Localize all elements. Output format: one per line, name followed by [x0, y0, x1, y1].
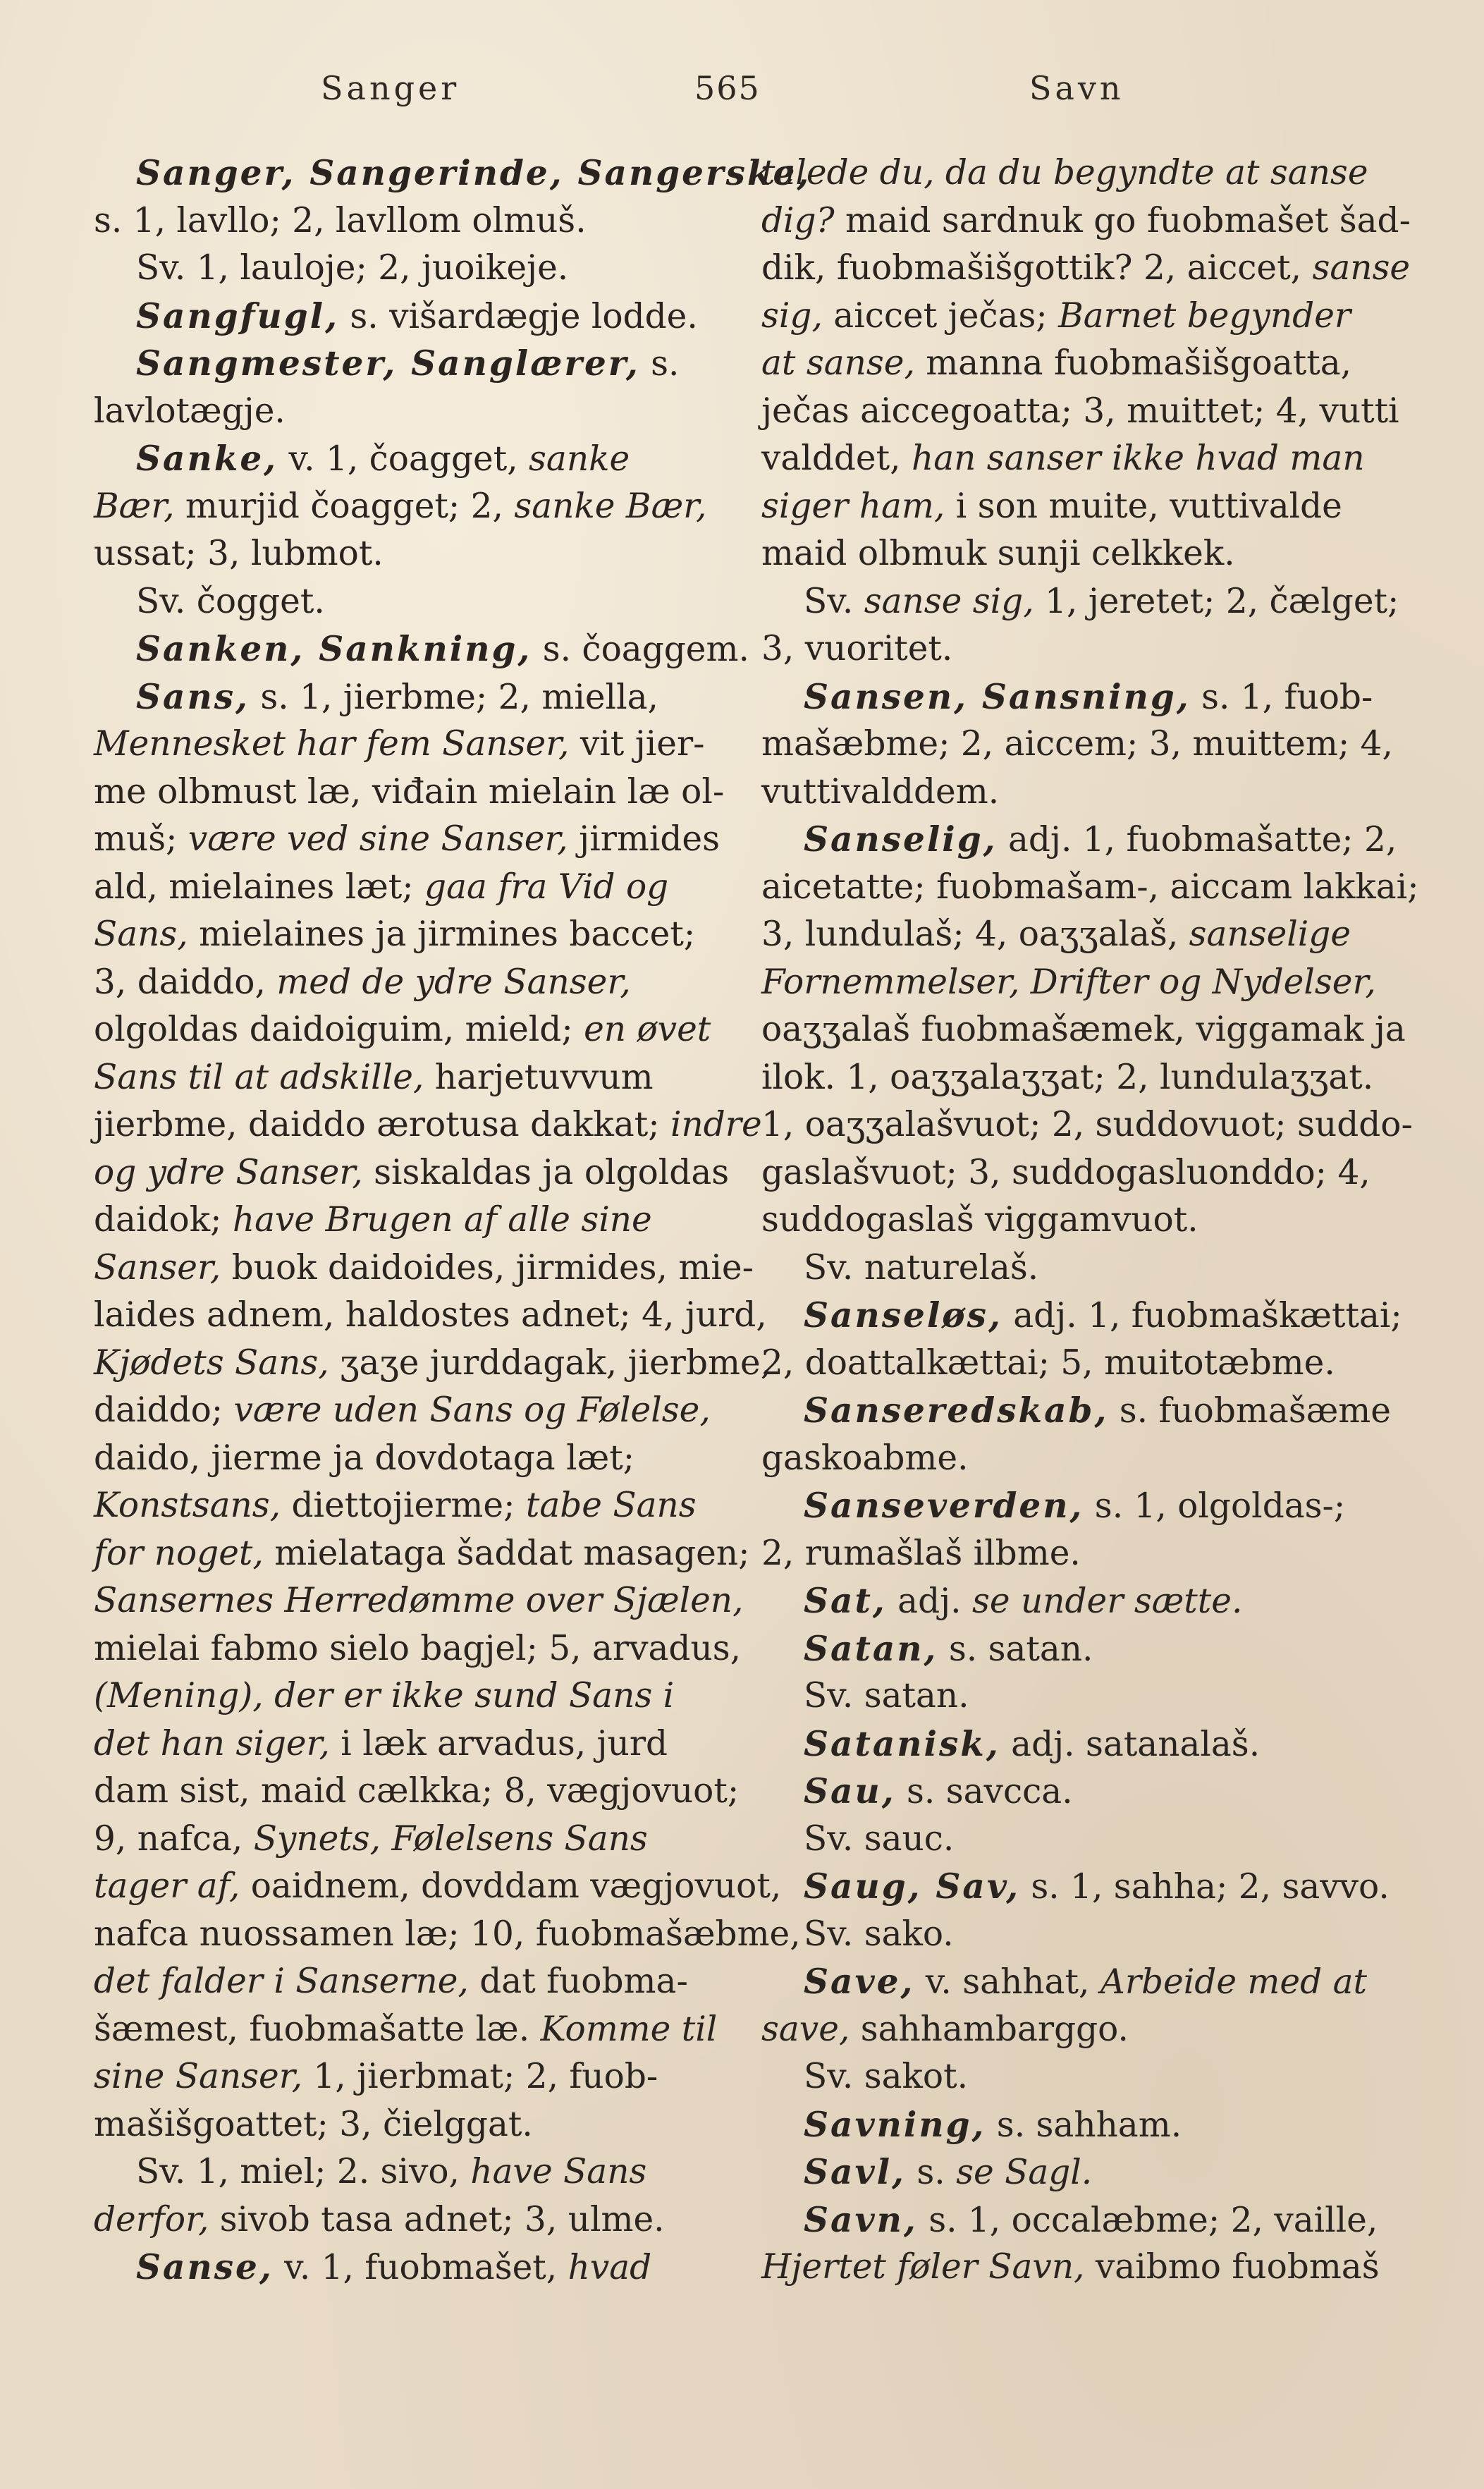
text-line: [761, 1720, 1399, 1768]
headword: Savl,: [804, 2152, 906, 2192]
text-line: [94, 1435, 732, 1483]
line-segment: Hjertet føler Savn,: [761, 2247, 1085, 2287]
text-line: [761, 769, 1399, 817]
text-line: [94, 2053, 732, 2101]
line-segment: v. 1, čoagget,: [278, 439, 529, 479]
line-segment: sanse: [1312, 248, 1411, 288]
line-segment: s. 1, lavllo; 2, lavllom olmuš.: [94, 200, 587, 240]
text-line: [761, 149, 1399, 197]
text-line: [761, 1101, 1413, 1149]
text-line: [761, 1292, 1402, 1340]
headword: Sat,: [804, 1581, 887, 1621]
line-segment: Komme til: [540, 2009, 718, 2049]
text-line: [761, 1482, 1399, 1530]
line-segment: s. 1, sahha; 2, savvo.: [1019, 1867, 1390, 1907]
line-segment: adj.: [886, 1582, 972, 1621]
headword: Sangmester, Sanglærer,: [136, 343, 640, 384]
line-segment: ječas aiccegoatta; 3, muittet; 4, vutti: [761, 391, 1399, 431]
headword: Sanseløs,: [804, 1295, 1002, 1335]
line-segment: siger ham,: [761, 486, 945, 526]
line-segment: buok daidoides, jirmides, mie-: [221, 1247, 754, 1288]
text-line: [761, 530, 1399, 578]
text-line: [94, 1292, 767, 1340]
headword: Sanger, Sangerinde, Sangerske,: [136, 153, 811, 193]
text-line: [761, 2148, 1399, 2196]
line-segment: suddogaslaš viggamvuot.: [761, 1200, 1198, 1240]
text-line: [761, 816, 1399, 864]
text-line: [94, 245, 732, 293]
line-segment: Barnet begynder: [1058, 295, 1351, 336]
headword: Sangfugl,: [136, 295, 339, 336]
text-line: [94, 578, 732, 626]
line-segment: Sv.: [804, 581, 864, 621]
line-segment: mašæbme; 2, aiccem; 3, muittem; 4,: [761, 724, 1393, 764]
text-line: [94, 2196, 732, 2244]
text-line: [94, 293, 732, 341]
text-line: [761, 1530, 1399, 1578]
text-line: [761, 1816, 1399, 1864]
text-line: [94, 1054, 732, 1102]
text-line: [761, 864, 1419, 912]
text-line: [94, 1006, 732, 1054]
text-line: [94, 1816, 732, 1864]
line-segment: (Mening), der er ikke sund Sans i: [94, 1676, 675, 1716]
text-line: [94, 1911, 801, 1959]
line-segment: mielai fabmo sielo bagjel; 5, arvadus,: [94, 1628, 742, 1668]
line-segment: maid olbmuk sunji celkkek.: [761, 534, 1235, 573]
text-line: [94, 1720, 732, 1768]
line-segment: vit jier-: [569, 724, 705, 764]
text-line: [94, 2006, 732, 2054]
text-line: [94, 959, 732, 1007]
line-segment: med de ydre Sanser,: [276, 962, 631, 1002]
line-segment: han sanser ikke hvad man: [911, 439, 1365, 478]
line-segment: i son muite, vuttivalde: [945, 486, 1342, 526]
text-line: [94, 435, 732, 483]
line-segment: s.: [905, 2153, 957, 2192]
line-segment: muš;: [94, 819, 188, 859]
text-line: [94, 530, 732, 578]
text-line: [94, 1530, 750, 1578]
line-segment: daidok;: [94, 1200, 233, 1240]
line-segment: oaʒʒalaš fuobmašæmek, viggamak ja: [761, 1010, 1406, 1049]
line-segment: Sans til at adskille,: [94, 1057, 424, 1097]
headword: Sans,: [136, 676, 250, 717]
line-segment: have Sans: [470, 2152, 647, 2191]
text-line: [761, 197, 1411, 245]
text-line: [94, 864, 732, 912]
line-segment: ussat; 3, lubmot.: [94, 534, 384, 573]
line-segment: 1, jeretet; 2, čælget;: [1034, 581, 1399, 621]
line-segment: sine Sanser,: [94, 2057, 302, 2096]
text-line: [94, 1863, 782, 1911]
line-segment: s. fuobmašæme: [1108, 1391, 1391, 1431]
line-segment: tager af,: [94, 1866, 240, 1906]
line-segment: se under sætte.: [972, 1582, 1243, 1621]
headword: Sanseredskab,: [804, 1390, 1109, 1431]
line-segment: 2, doattalkættai; 5, muitotæbme.: [761, 1343, 1335, 1383]
line-segment: sivob tasa adnet; 3, ulme.: [209, 2199, 665, 2239]
line-segment: adj. satanalaš.: [1000, 1724, 1261, 1764]
line-segment: manna fuobmašišgoatta,: [914, 343, 1352, 383]
line-segment: ald, mielaines læt;: [94, 867, 425, 907]
text-line: [94, 149, 811, 197]
text-line: [761, 388, 1399, 436]
line-segment: 9, nafca,: [94, 1818, 254, 1859]
line-segment: Sv. 1, lauloje; 2, juoikeje.: [136, 248, 569, 288]
line-segment: Sv. 1, miel; 2. sivo,: [136, 2152, 471, 2191]
line-segment: 3, daiddo,: [94, 962, 277, 1002]
line-segment: Kjødets Sans,: [94, 1343, 329, 1383]
right-column: [761, 149, 1419, 2292]
headword: Savning,: [804, 2104, 986, 2145]
line-segment: s. 1, occalæbme; 2, vaille,: [917, 2200, 1378, 2240]
text-line: [761, 2101, 1399, 2149]
line-segment: i læk arvadus, jurd: [329, 1723, 668, 1763]
line-segment: indre: [670, 1105, 762, 1144]
line-segment: Sv. sako.: [804, 1914, 954, 1954]
line-segment: v. sahhat,: [914, 1962, 1100, 2002]
text-line: [761, 625, 1399, 673]
line-segment: 1, jierbmat; 2, fuob-: [302, 2057, 658, 2096]
text-line: [94, 816, 732, 864]
text-line: [94, 625, 749, 673]
line-segment: s.: [639, 344, 680, 384]
text-line: [761, 483, 1399, 531]
line-segment: Sv. naturelaš.: [804, 1247, 1039, 1288]
text-line: [761, 1054, 1399, 1102]
text-line: [94, 911, 732, 959]
text-line: [761, 959, 1399, 1007]
text-line: [94, 1244, 754, 1292]
line-segment: Sansernes Herredømme over Sjælen,: [94, 1581, 744, 1620]
line-segment: Sv. satan.: [804, 1676, 969, 1716]
line-segment: Sv. sauc.: [804, 1818, 955, 1859]
text-line: [94, 2148, 732, 2196]
line-segment: s. 1, fuob-: [1190, 677, 1373, 717]
line-segment: jirmides: [568, 819, 720, 859]
line-segment: Synets, Følelsens Sans: [253, 1818, 648, 1859]
text-line: [761, 2244, 1399, 2292]
line-segment: vuttivalddem.: [761, 771, 1000, 812]
text-line: [761, 911, 1399, 959]
text-line: [761, 340, 1399, 388]
left-guide-word: Sanger: [321, 69, 460, 107]
line-segment: derfor,: [94, 2199, 209, 2239]
line-segment: mašišgoattet; 3, čielggat.: [94, 2104, 533, 2144]
headword: Sanken, Sankning,: [136, 629, 532, 669]
line-segment: ʒaʒe jurddagak, jierbme,: [329, 1343, 772, 1383]
text-line: [761, 1672, 1399, 1720]
line-segment: save,: [761, 2009, 850, 2049]
line-segment: ilok. 1, oaʒʒalaʒʒat; 2, lundulaʒʒat.: [761, 1057, 1374, 1097]
line-segment: adj. 1, fuobmašatte; 2,: [997, 820, 1397, 860]
line-segment: at sanse,: [761, 343, 915, 383]
line-segment: daiddo;: [94, 1390, 234, 1430]
line-segment: 3, vuoritet.: [761, 629, 953, 668]
text-line: [761, 1387, 1399, 1435]
text-line: [94, 721, 732, 769]
text-line: [761, 245, 1411, 293]
text-line: [94, 673, 732, 721]
line-segment: Sv. čogget.: [136, 581, 325, 621]
line-segment: være uden Sans og Følelse,: [233, 1390, 711, 1430]
line-segment: sanke Bær,: [514, 486, 707, 526]
line-segment: Sans,: [94, 915, 188, 954]
text-line: [761, 1911, 1399, 1959]
text-line: [761, 1244, 1399, 1292]
line-segment: Bær,: [94, 486, 175, 526]
headword: Sanse,: [136, 2247, 274, 2287]
text-line: [761, 2006, 1399, 2054]
line-segment: Fornemmelser, Drifter og Nydelser,: [761, 962, 1376, 1002]
text-line: [94, 1768, 740, 1816]
line-segment: šæmest, fuobmašatte læ.: [94, 2009, 541, 2049]
line-segment: laides adnem, haldostes adnet; 4, jurd,: [94, 1295, 767, 1335]
line-segment: daido, jierme ja dovdotaga læt;: [94, 1438, 635, 1478]
text-line: [761, 1197, 1399, 1244]
text-line: [94, 1625, 742, 1673]
page-number: 565: [694, 69, 761, 107]
headword: Sanselig,: [804, 819, 998, 860]
right-guide-word: Savn: [1029, 69, 1124, 107]
text-line: [94, 1577, 744, 1625]
line-segment: dig?: [761, 200, 835, 240]
text-line: [761, 1577, 1399, 1625]
text-line: [761, 673, 1399, 721]
line-segment: det falder i Sanserne,: [94, 1962, 469, 2001]
line-segment: Mennesket har fem Sanser,: [94, 724, 570, 764]
line-segment: olgoldas daidoiguim, mield;: [94, 1010, 584, 1049]
text-line: [94, 1101, 762, 1149]
line-segment: s. sahham.: [986, 2105, 1182, 2145]
line-segment: Sv. sakot.: [804, 2057, 969, 2096]
text-line: [761, 435, 1399, 483]
line-segment: me olbmust læ, viđain mielain læ ol-: [94, 771, 725, 812]
headword: Savn,: [804, 2199, 918, 2240]
text-line: [94, 769, 732, 817]
line-segment: dik, fuobmašišgottik? 2, aiccet,: [761, 248, 1313, 288]
text-line: [761, 1768, 1399, 1816]
text-line: [94, 2244, 732, 2292]
line-segment: s. 1, olgoldas-;: [1084, 1486, 1346, 1526]
line-segment: mielataga šaddat masagen;: [263, 1533, 750, 1573]
text-line: [761, 1863, 1399, 1911]
line-segment: sig,: [761, 295, 823, 336]
line-segment: hvad: [568, 2248, 652, 2287]
running-header: [0, 69, 1484, 118]
text-line: [761, 1340, 1399, 1388]
line-segment: mielaines ja jirmines baccet;: [188, 915, 696, 954]
line-segment: dat fuobma-: [468, 1962, 688, 2001]
text-line: [94, 340, 732, 388]
headword: Sau,: [804, 1771, 896, 1811]
text-line: [761, 1958, 1399, 2006]
text-line: [94, 197, 732, 245]
line-segment: nafca nuossamen læ; 10, fuobmašæbme,: [94, 1914, 801, 1954]
line-segment: lavlotægje.: [94, 391, 286, 431]
line-segment: jierbme, daiddo ærotusa dakkat;: [94, 1105, 671, 1144]
line-segment: tabe Sans: [525, 1486, 697, 1525]
headword: Sanke,: [136, 439, 278, 479]
text-line: [761, 721, 1399, 769]
line-segment: have Brugen af alle sine: [232, 1200, 652, 1240]
line-segment: s. satan.: [938, 1629, 1093, 1669]
line-segment: Sanser,: [94, 1247, 221, 1288]
text-line: [94, 1482, 732, 1530]
text-line: [94, 483, 732, 531]
line-segment: 3, lundulaš; 4, oaʒʒalaš,: [761, 915, 1189, 954]
text-line: [761, 1625, 1399, 1673]
line-segment: aiccet ječas;: [822, 295, 1059, 336]
line-segment: harjetuvvum: [424, 1057, 654, 1097]
line-segment: Arbeide med at: [1100, 1962, 1367, 2002]
line-segment: en øvet: [584, 1010, 711, 1049]
text-line: [761, 1435, 1399, 1483]
text-line: [761, 2053, 1399, 2101]
line-segment: maid sardnuk go fuobmašet šad-: [834, 200, 1411, 240]
line-segment: diettojierme;: [281, 1486, 526, 1525]
line-segment: adj. 1, fuobmaškættai;: [1002, 1296, 1402, 1335]
line-segment: s. višardægje lodde.: [338, 296, 698, 336]
text-line: [94, 1149, 732, 1197]
line-segment: v. 1, fuobmašet,: [273, 2248, 568, 2287]
text-line: [761, 2196, 1399, 2244]
line-segment: siskaldas ja olgoldas: [362, 1152, 730, 1192]
line-segment: aicetatte; fuobmašam-, aiccam lakkai;: [761, 867, 1419, 907]
line-segment: og ydre Sanser,: [94, 1152, 363, 1192]
line-segment: sanselige: [1189, 915, 1351, 954]
line-segment: talede du, da du begyndte at sanse: [761, 153, 1368, 192]
text-line: [94, 388, 732, 436]
headword: Satan,: [804, 1628, 938, 1669]
line-segment: 2, rumašlaš ilbme.: [761, 1533, 1081, 1573]
line-segment: Konstsans,: [94, 1486, 281, 1525]
line-segment: dam sist, maid cælkka; 8, vægjovuot;: [94, 1771, 740, 1811]
text-line: [761, 293, 1399, 341]
text-line: [761, 1149, 1399, 1197]
line-segment: 1, oaʒʒalašvuot; 2, suddovuot; suddo-: [761, 1105, 1413, 1144]
line-segment: s. 1, jierbme; 2, miella,: [249, 677, 658, 717]
text-line: [94, 1197, 732, 1244]
headword: Satanisk,: [804, 1723, 1000, 1764]
text-line: [94, 1387, 732, 1435]
text-line: [94, 1958, 732, 2006]
line-segment: gaa fra Vid og: [424, 867, 669, 907]
text-line: [761, 1006, 1406, 1054]
line-segment: være ved sine Sanser,: [188, 819, 568, 859]
line-segment: vaibmo fuobmaš: [1084, 2247, 1380, 2287]
line-segment: gaslašvuot; 3, suddogasluonddo; 4,: [761, 1152, 1370, 1192]
headword: Sanseverden,: [804, 1486, 1084, 1526]
headword: Save,: [804, 1962, 915, 2002]
line-segment: gaskoabme.: [761, 1438, 969, 1478]
line-segment: det han siger,: [94, 1723, 330, 1763]
line-segment: for noget,: [94, 1533, 264, 1573]
line-segment: murjid čoagget; 2,: [174, 486, 515, 526]
text-line: [94, 2101, 732, 2149]
headword: Saug, Sav,: [804, 1866, 1020, 1907]
text-line: [761, 578, 1399, 626]
line-segment: sahhambarggo.: [850, 2009, 1129, 2049]
line-segment: sanse sig,: [864, 581, 1034, 621]
headword: Sansen, Sansning,: [804, 676, 1191, 717]
line-segment: sanke: [529, 439, 630, 479]
line-segment: s. čoaggem.: [532, 630, 749, 669]
text-line: [94, 1340, 772, 1388]
line-segment: valddet,: [761, 439, 912, 478]
text-line: [94, 1672, 732, 1720]
line-segment: se Sagl.: [956, 2153, 1093, 2192]
line-segment: s. savcca.: [895, 1772, 1073, 1811]
line-segment: oaidnem, dovddam vægjovuot,: [240, 1866, 782, 1906]
